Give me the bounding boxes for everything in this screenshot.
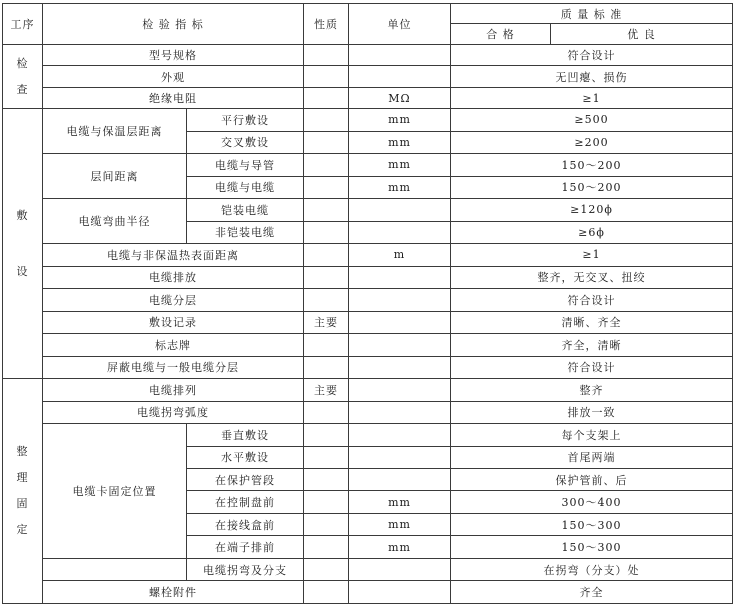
nature-cell [304, 87, 349, 108]
nature-cell [304, 109, 349, 131]
sub-item-cell: 平行敷设 [187, 109, 304, 131]
table-row [3, 109, 733, 131]
item-cell: 绝缘电阻 [43, 87, 304, 108]
standard-cell: 每个支架上 [451, 424, 733, 446]
unit-cell [349, 311, 451, 333]
table-row [3, 199, 733, 221]
nature-cell [304, 44, 349, 65]
nature-cell [304, 513, 349, 535]
table-row [3, 87, 733, 108]
unit-cell [349, 356, 451, 378]
table-row [3, 379, 733, 401]
unit-cell: mm [349, 491, 451, 513]
header-item: 检 验 指 标 [43, 4, 304, 45]
standard-cell: 清晰、齐全 [451, 311, 733, 333]
unit-cell [349, 334, 451, 356]
sub-item-cell: 在控制盘前 [187, 491, 304, 513]
nature-cell: 主要 [304, 379, 349, 401]
header-unit: 单位 [349, 4, 451, 45]
standard-cell: 整齐 [451, 379, 733, 401]
nature-cell [304, 266, 349, 288]
nature-cell [304, 289, 349, 311]
nature-cell [304, 468, 349, 490]
table-row [3, 66, 733, 87]
unit-cell: mm [349, 513, 451, 535]
nature-cell [304, 491, 349, 513]
sub-item-cell: 电缆与电缆 [187, 176, 304, 198]
header-quality-standard: 质 量 标 准 [451, 4, 733, 24]
table-row [3, 424, 733, 446]
unit-cell: mm [349, 154, 451, 176]
nature-cell [304, 66, 349, 87]
unit-cell [349, 379, 451, 401]
standard-cell: ≥200 [451, 131, 733, 153]
table-row [3, 558, 733, 580]
sub-item-cell: 非铠装电缆 [187, 221, 304, 243]
table-row [3, 289, 733, 311]
item-cell: 标志牌 [43, 334, 304, 356]
unit-cell [349, 289, 451, 311]
header-qualified: 合 格 [451, 24, 551, 44]
nature-cell [304, 581, 349, 604]
header-nature: 性质 [304, 4, 349, 45]
nature-cell: 主要 [304, 311, 349, 333]
table-row [3, 581, 733, 604]
nature-cell [304, 154, 349, 176]
table-row [3, 154, 733, 176]
nature-cell [304, 536, 349, 558]
section-lay: 敷 设 [3, 109, 43, 379]
unit-cell [349, 581, 451, 604]
standard-cell: 齐全，清晰 [451, 334, 733, 356]
nature-cell [304, 446, 349, 468]
group-cell: 电缆卡固定位置 [43, 424, 187, 559]
nature-cell [304, 424, 349, 446]
quality-inspection-table [2, 3, 733, 604]
standard-cell: 首尾两端 [451, 446, 733, 468]
standard-cell: 保护管前、后 [451, 468, 733, 490]
section-arrange-fix: 整 理 固 定 [3, 379, 43, 604]
item-cell: 敷设记录 [43, 311, 304, 333]
nature-cell [304, 244, 349, 266]
group-cell: 电缆弯曲半径 [43, 199, 187, 244]
table-row [3, 311, 733, 333]
standard-cell: ≥6ϕ [451, 221, 733, 243]
unit-cell [349, 44, 451, 65]
unit-cell [349, 446, 451, 468]
unit-cell [349, 221, 451, 243]
unit-cell [349, 468, 451, 490]
item-cell: 屏蔽电缆与一般电缆分层 [43, 356, 304, 378]
standard-cell: 齐全 [451, 581, 733, 604]
sub-item-cell: 交叉敷设 [187, 131, 304, 153]
header-process: 工序 [3, 4, 43, 45]
unit-cell: mm [349, 109, 451, 131]
table-row [3, 401, 733, 423]
unit-cell: m [349, 244, 451, 266]
standard-cell: 整齐，无交叉、扭绞 [451, 266, 733, 288]
standard-cell: ≥500 [451, 109, 733, 131]
sub-item-cell: 电缆拐弯及分支 [187, 558, 304, 580]
unit-cell [349, 66, 451, 87]
group-cell-blank [43, 558, 187, 580]
unit-cell: MΩ [349, 87, 451, 108]
standard-cell: 无凹瘪、损伤 [451, 66, 733, 87]
unit-cell: mm [349, 176, 451, 198]
item-cell: 电缆拐弯弧度 [43, 401, 304, 423]
nature-cell [304, 334, 349, 356]
unit-cell [349, 424, 451, 446]
sub-item-cell: 在保护管段 [187, 468, 304, 490]
table-row [3, 244, 733, 266]
sub-item-cell: 在端子排前 [187, 536, 304, 558]
standard-cell: 300～400 [451, 491, 733, 513]
unit-cell: mm [349, 536, 451, 558]
item-cell: 电缆与非保温热表面距离 [43, 244, 304, 266]
unit-cell [349, 401, 451, 423]
sub-item-cell: 在接线盒前 [187, 513, 304, 535]
table-row [3, 334, 733, 356]
nature-cell [304, 131, 349, 153]
standard-cell: 150～300 [451, 513, 733, 535]
sub-item-cell: 水平敷设 [187, 446, 304, 468]
standard-cell: 150～300 [451, 536, 733, 558]
nature-cell [304, 356, 349, 378]
item-cell: 电缆排列 [43, 379, 304, 401]
standard-cell: 150～200 [451, 176, 733, 198]
standard-cell: 符合设计 [451, 356, 733, 378]
group-cell: 电缆与保温层距离 [43, 109, 187, 154]
sub-item-cell: 垂直敷设 [187, 424, 304, 446]
item-cell: 电缆排放 [43, 266, 304, 288]
item-cell: 外观 [43, 66, 304, 87]
item-cell: 电缆分层 [43, 289, 304, 311]
nature-cell [304, 176, 349, 198]
standard-cell: ≥1 [451, 244, 733, 266]
standard-cell: ≥1 [451, 87, 733, 108]
item-cell: 型号规格 [43, 44, 304, 65]
header-excellent: 优 良 [551, 24, 733, 44]
table-row [3, 266, 733, 288]
nature-cell [304, 558, 349, 580]
standard-cell: 150～200 [451, 154, 733, 176]
unit-cell [349, 199, 451, 221]
unit-cell [349, 266, 451, 288]
sub-item-cell: 铠装电缆 [187, 199, 304, 221]
standard-cell: 排放一致 [451, 401, 733, 423]
item-cell: 螺栓附件 [43, 581, 304, 604]
standard-cell: 符合设计 [451, 44, 733, 65]
sub-item-cell: 电缆与导管 [187, 154, 304, 176]
nature-cell [304, 221, 349, 243]
table-row [3, 356, 733, 378]
nature-cell [304, 401, 349, 423]
nature-cell [304, 199, 349, 221]
group-cell: 层间距离 [43, 154, 187, 199]
standard-cell: ≥120ϕ [451, 199, 733, 221]
unit-cell [349, 558, 451, 580]
unit-cell: mm [349, 131, 451, 153]
table-row [3, 44, 733, 65]
standard-cell: 符合设计 [451, 289, 733, 311]
standard-cell: 在拐弯（分支）处 [451, 558, 733, 580]
section-inspect: 检 查 [3, 44, 43, 108]
